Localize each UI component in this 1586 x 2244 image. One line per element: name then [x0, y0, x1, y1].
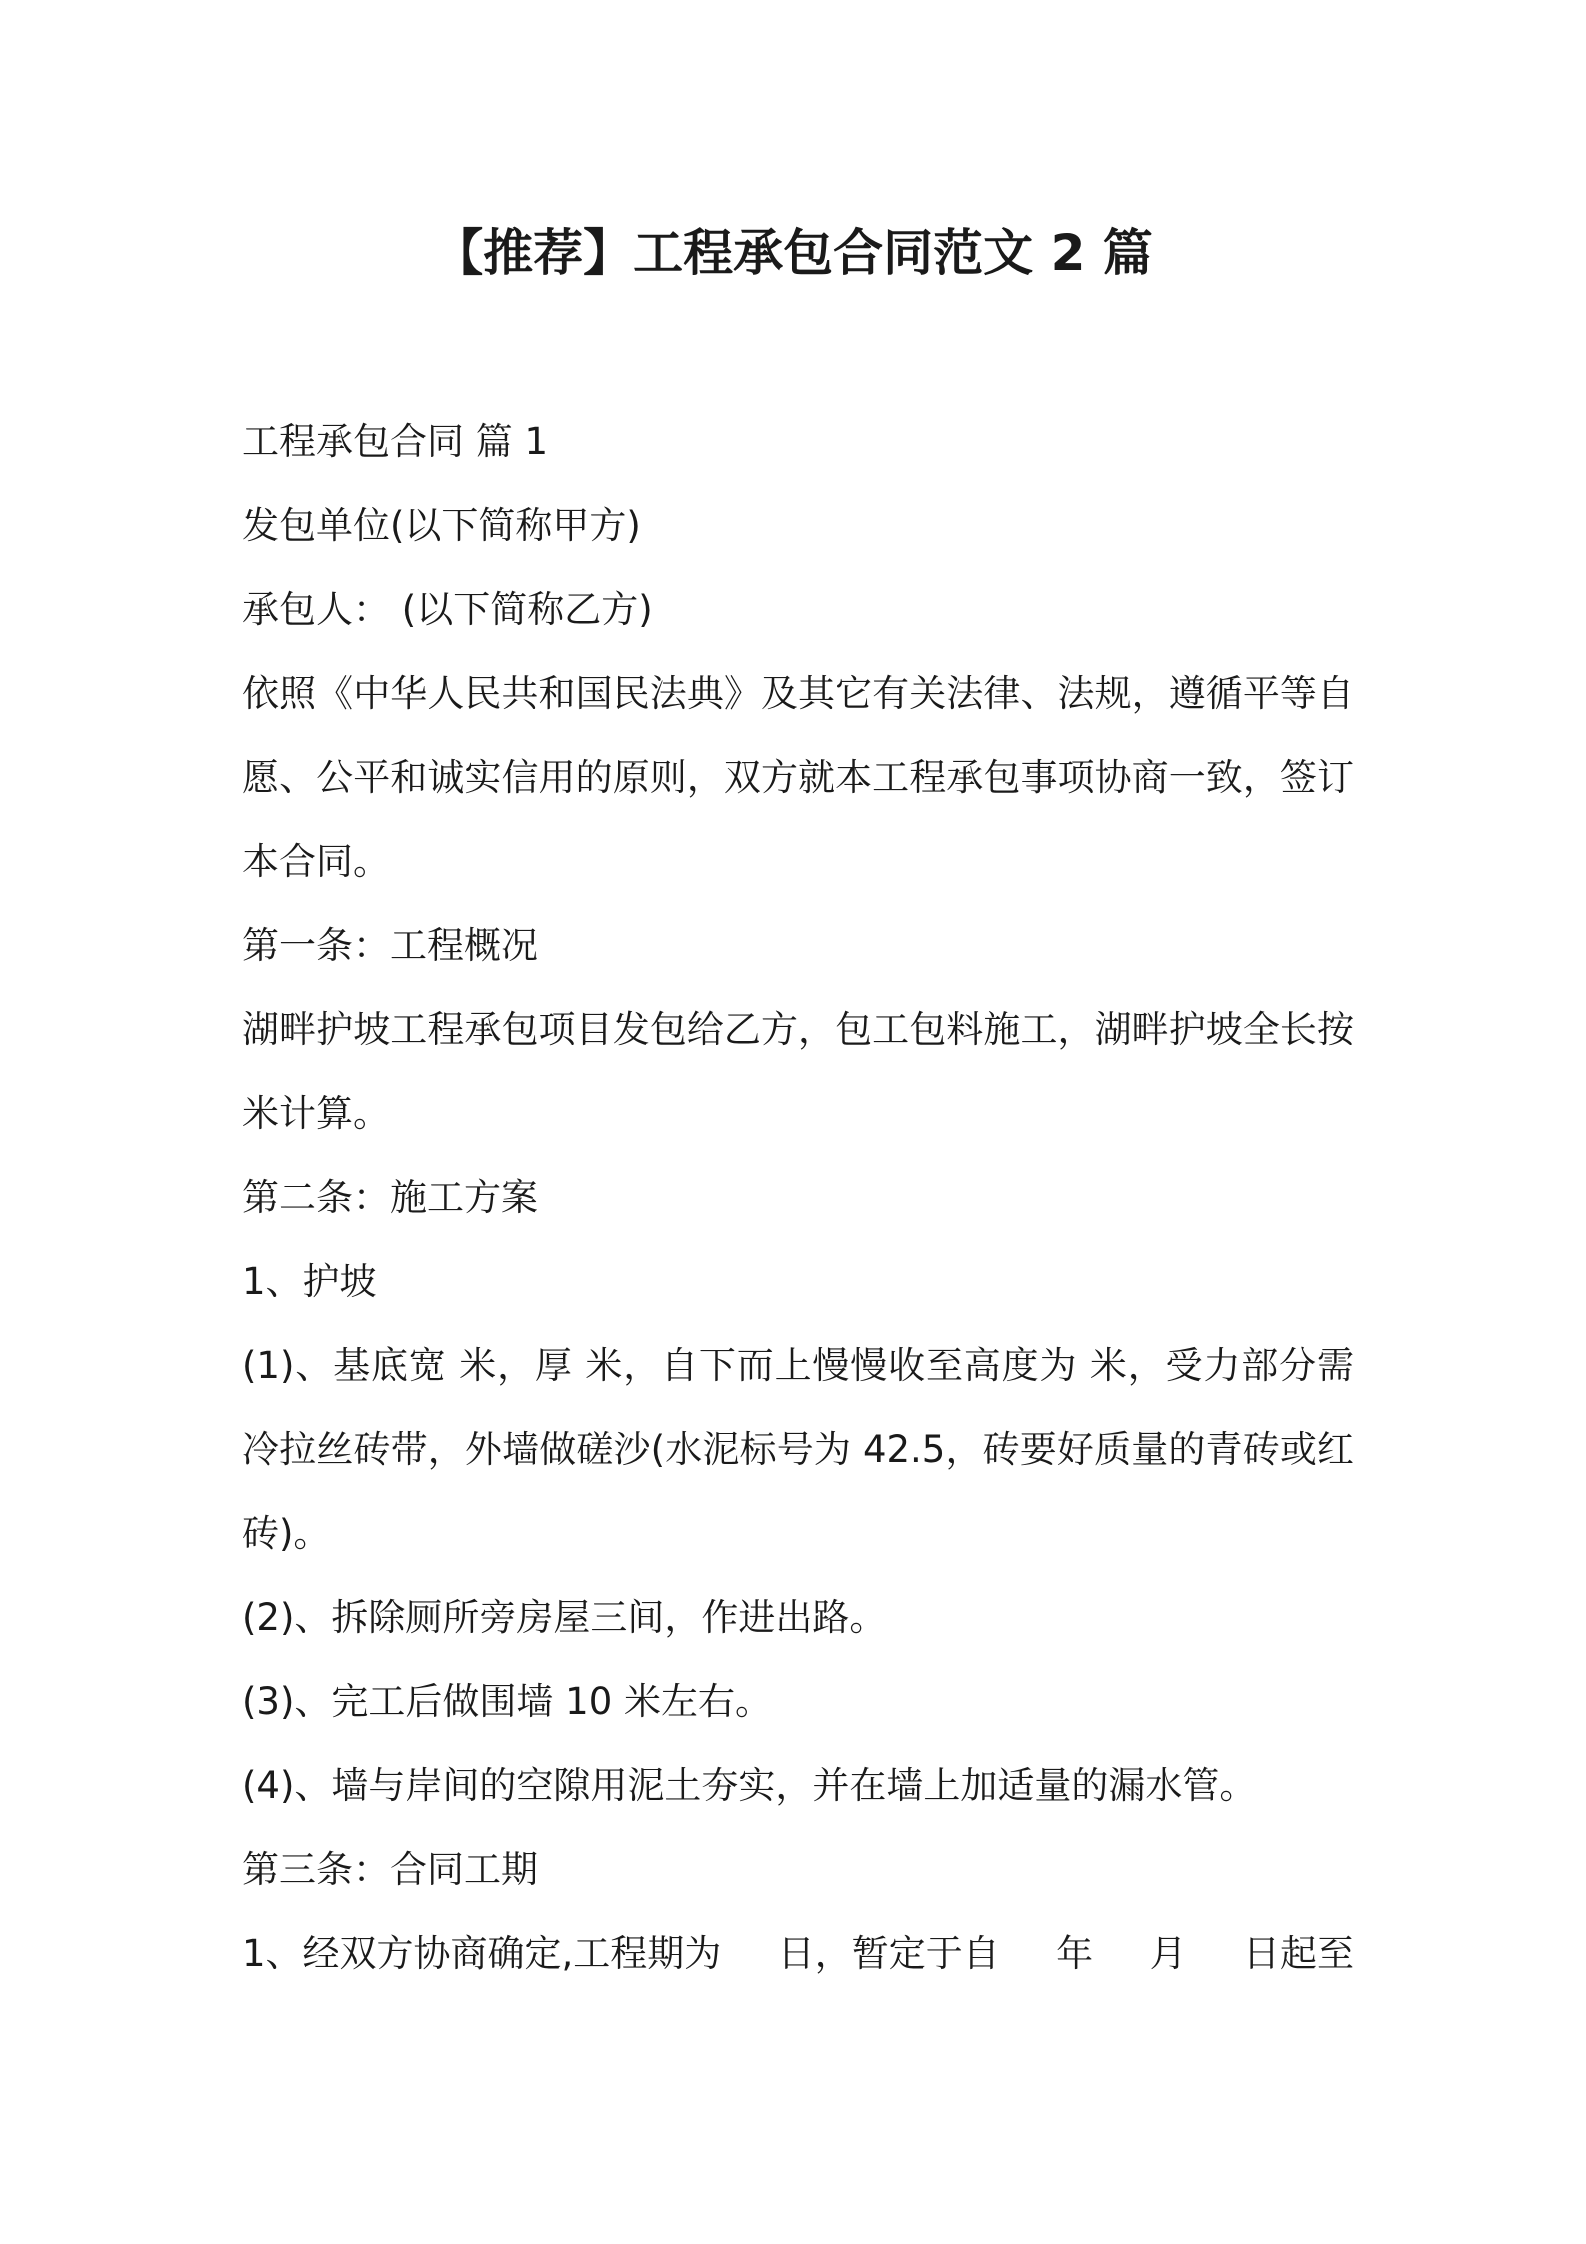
document-title: 【推荐】工程承包合同范文 2 篇 — [433, 224, 1153, 282]
paragraph-line: 本合同。 — [242, 840, 390, 883]
line-segment: 月 — [1149, 1932, 1187, 1975]
section-heading-part-1: 工程承包合同 篇 1 — [242, 420, 549, 463]
paragraph-line: 湖畔护坡工程承包项目发包给乙方，包工包料施工，湖畔护坡全长按 — [242, 1008, 1354, 1051]
line-segment: 1、经双方协商确定,工程期为 — [242, 1932, 722, 1975]
paragraph-line: 砖)。 — [242, 1512, 331, 1555]
paragraph-line: 冷拉丝砖带，外墙做磋沙(水泥标号为 42.5，砖要好质量的青砖或红 — [242, 1428, 1354, 1471]
contractor-line: 承包人： (以下简称乙方) — [242, 588, 653, 631]
list-item: (3)、完工后做围墙 10 米左右。 — [242, 1680, 773, 1723]
list-item: (2)、拆除厕所旁房屋三间，作进出路。 — [242, 1596, 887, 1639]
paragraph-line: 依照《中华人民共和国民法典》及其它有关法律、法规，遵循平等自 — [242, 672, 1354, 715]
line-segment: 日起至 — [1243, 1932, 1354, 1975]
list-item: (4)、墙与岸间的空隙用泥土夯实，并在墙上加适量的漏水管。 — [242, 1764, 1257, 1807]
paragraph-line: 米计算。 — [242, 1092, 390, 1135]
document-body — [242, 400, 1354, 1996]
employer-line: 发包单位(以下简称甲方) — [242, 504, 641, 547]
article-heading: 第一条：工程概况 — [242, 924, 538, 967]
article-heading: 第三条：合同工期 — [242, 1848, 538, 1891]
line-segment: 日，暂定于自 — [777, 1932, 1000, 1975]
contract-period-line — [242, 1912, 1354, 1996]
line-segment: 年 — [1056, 1932, 1094, 1975]
list-item: 1、护坡 — [242, 1260, 377, 1303]
paragraph-line: (1)、基底宽 米，厚 米，自下而上慢慢收至高度为 米，受力部分需 — [242, 1344, 1354, 1387]
paragraph-line: 愿、公平和诚实信用的原则，双方就本工程承包事项协商一致，签订 — [242, 756, 1354, 799]
article-heading: 第二条：施工方案 — [242, 1176, 538, 1219]
